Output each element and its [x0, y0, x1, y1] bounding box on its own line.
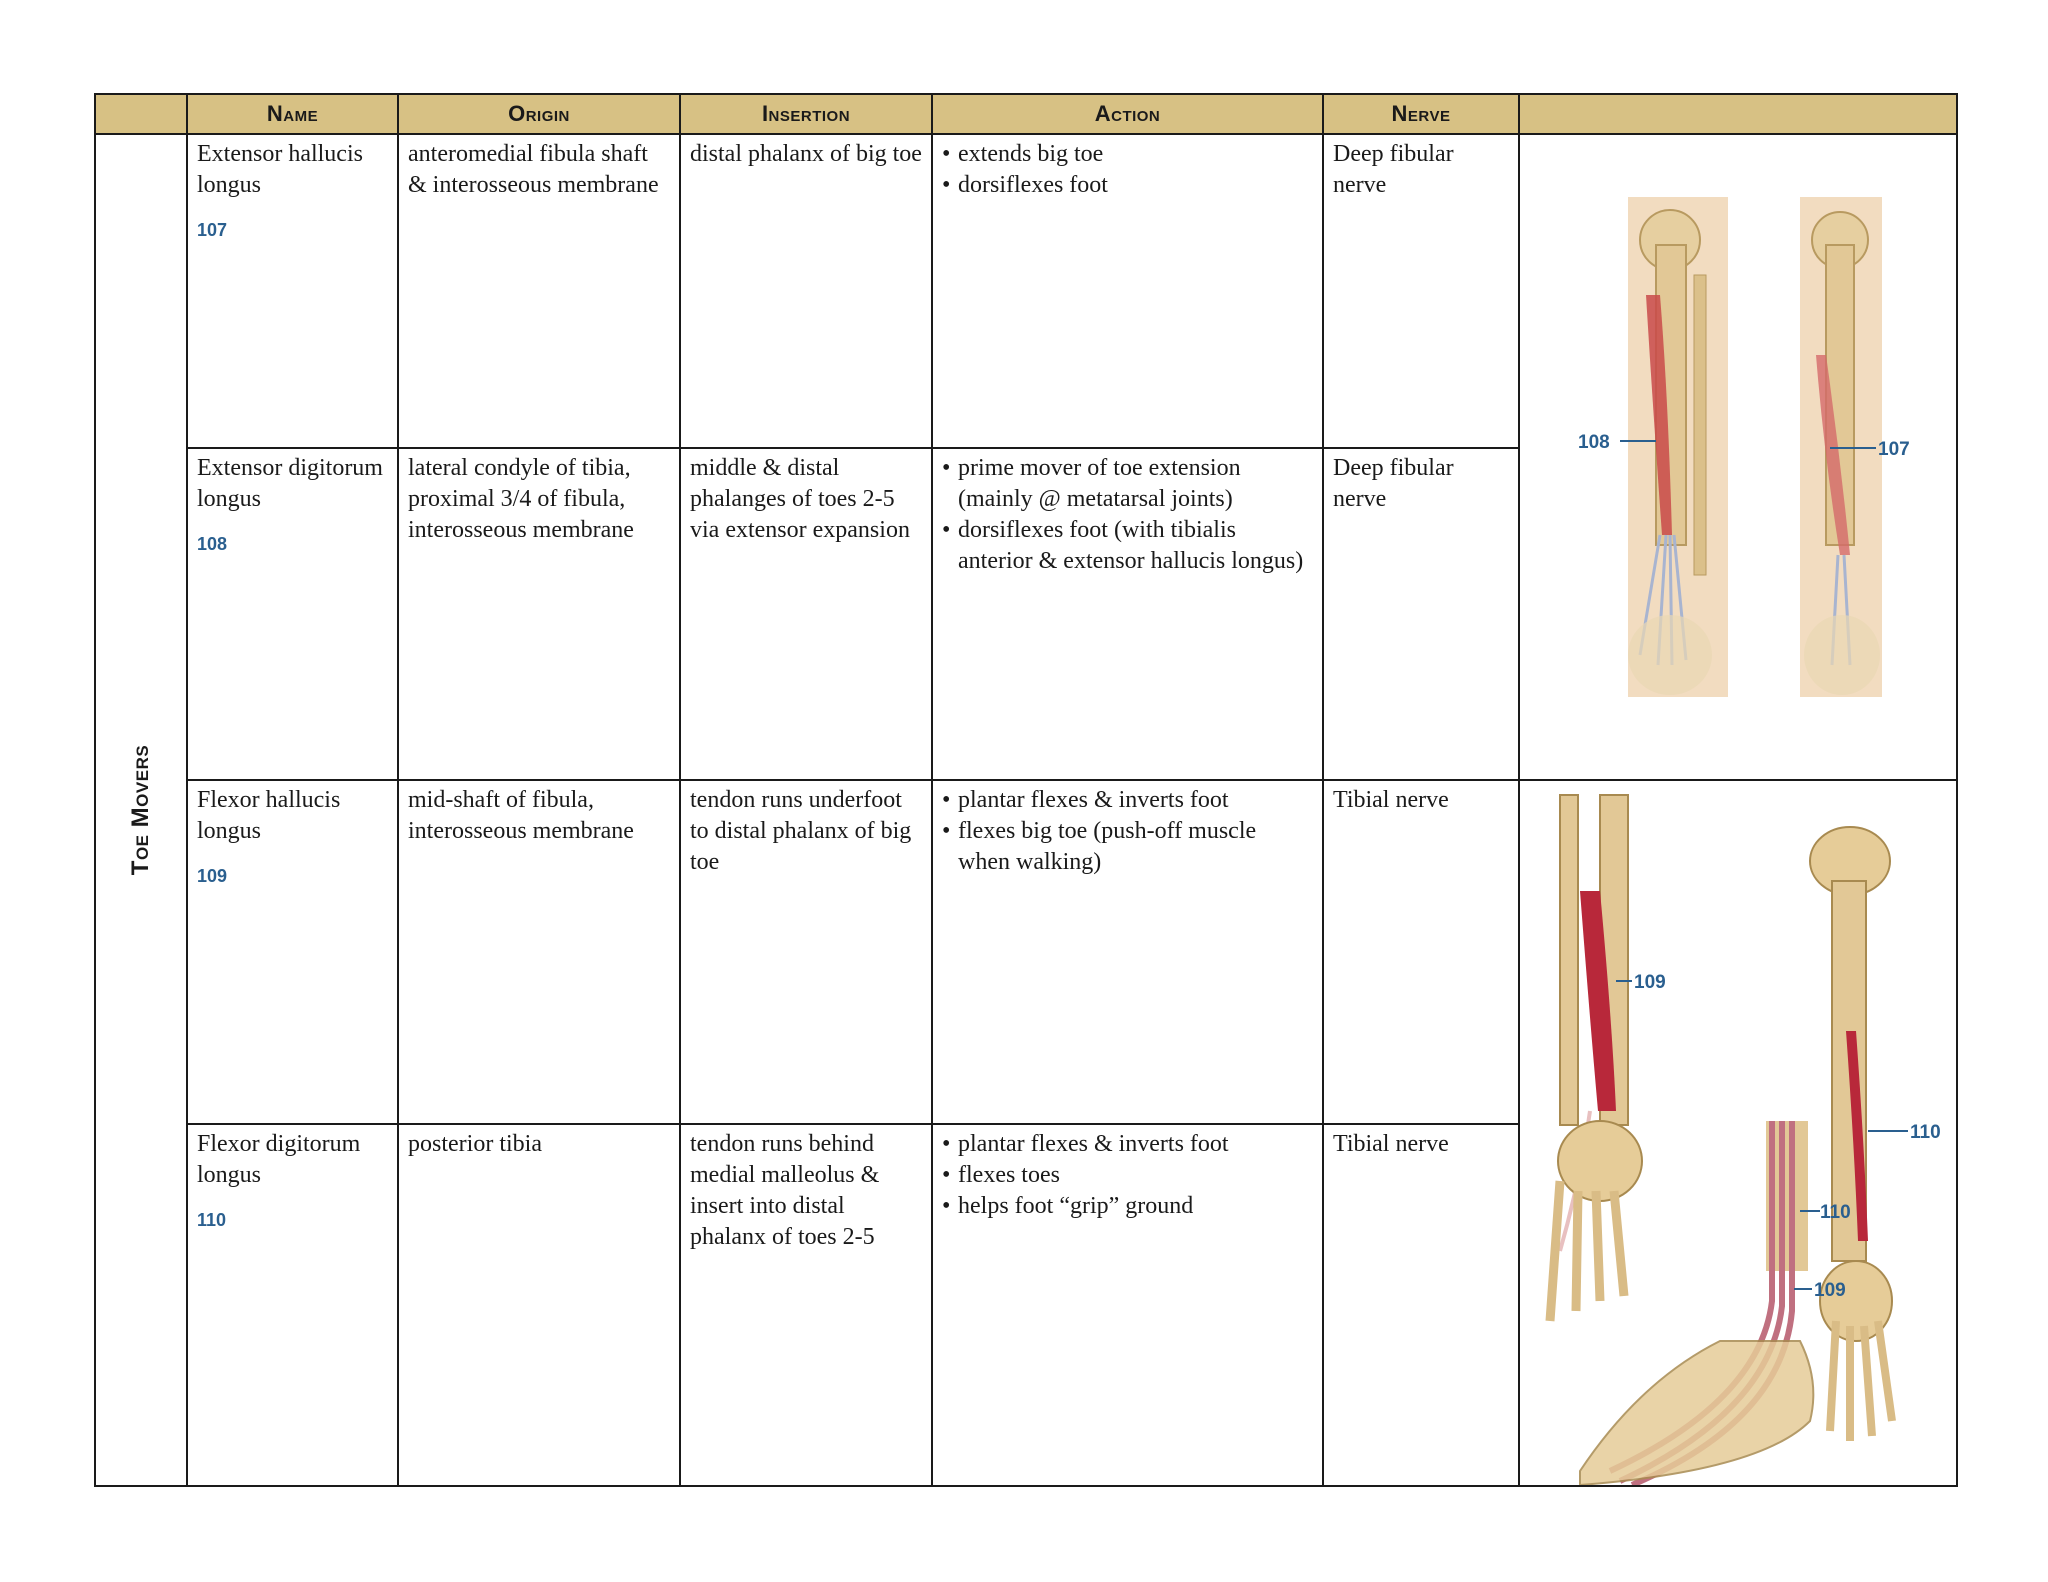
action-item: • extends big toe [942, 141, 1104, 167]
nerve-text: Tibial nerve [1333, 1131, 1449, 1157]
row-4-insertion [679, 1123, 933, 1487]
muscle-number: 107 [197, 220, 228, 240]
figure-label-110-inset: 110 [1820, 1202, 1851, 1223]
row-3-action [931, 779, 1324, 1125]
row-3-origin [397, 779, 681, 1125]
muscle-number: 110 [197, 1210, 227, 1230]
action-item: • dorsiflexes foot [942, 172, 1108, 198]
muscle-name: Extensor digitorum longus [197, 455, 383, 512]
group-label: Toe Movers [127, 744, 154, 876]
row-3-name [186, 779, 399, 1125]
action-item: • flexes toes [942, 1162, 1060, 1188]
muscle-name: Flexor digitorum longus [197, 1131, 361, 1188]
muscle-table [94, 93, 1958, 1487]
row-1-nerve [1322, 133, 1520, 449]
action-item: • helps foot “grip” ground [942, 1193, 1194, 1219]
header-insertion: Insertion [679, 93, 933, 135]
row-1-name [186, 133, 399, 449]
row-4-name [186, 1123, 399, 1487]
row-4-nerve [1322, 1123, 1520, 1487]
insertion-text: tendon runs behind medial malleolus & insert into distal phalanx of toes 2-5 [690, 1131, 880, 1250]
nerve-text: Deep fibular nerve [1333, 455, 1454, 512]
action-item: • prime mover of toe extension (mainly @ metatarsal joints) [942, 455, 1241, 512]
figure-label-109-top: 109 [1634, 972, 1666, 993]
row-4-action [931, 1123, 1324, 1487]
row-1-insertion [679, 133, 933, 449]
header-figure [1518, 93, 1958, 135]
nerve-text: Deep fibular nerve [1333, 141, 1454, 198]
muscle-name: Flexor hallucis longus [197, 787, 341, 844]
header-nerve: Nerve [1322, 93, 1520, 135]
group-label-cell [94, 133, 188, 1487]
header-action: Action [931, 93, 1324, 135]
nerve-text: Tibial nerve [1333, 787, 1449, 813]
insertion-text: tendon runs underfoot to distal phalanx of big toe [690, 787, 912, 875]
figure-cell-extensors [1518, 133, 1958, 781]
figure-label-110-right: 110 [1910, 1122, 1941, 1143]
muscle-number: 109 [197, 866, 228, 886]
action-item: • plantar flexes & inverts foot [942, 1131, 1229, 1157]
muscle-number: 108 [197, 534, 228, 554]
header-blank [94, 93, 188, 135]
muscle-name: Extensor hallucis longus [197, 141, 363, 198]
figure-cell-flexors [1518, 779, 1958, 1487]
leg-anterior-view [1628, 197, 1728, 697]
insertion-text: distal phalanx of big toe [690, 141, 922, 167]
row-3-insertion [679, 779, 933, 1125]
row-4-origin [397, 1123, 681, 1487]
row-2-action [931, 447, 1324, 781]
insertion-text: middle & distal phalanges of toes 2-5 via extensor expansion [690, 455, 910, 543]
action-item: • plantar flexes & inverts foot [942, 787, 1229, 813]
leg-medial-view [1810, 827, 1892, 1441]
row-1-origin [397, 133, 681, 449]
header-origin: Origin [397, 93, 681, 135]
row-2-nerve [1322, 447, 1520, 781]
flexor-leg-illustration [1520, 781, 1956, 1485]
figure-label-108: 108 [1578, 432, 1610, 453]
extensor-leg-illustration [1520, 135, 1956, 779]
figure-label-109-inset: 109 [1814, 1280, 1846, 1301]
action-item: • dorsiflexes foot (with tibialis anterior & extensor hallucis longus) [942, 517, 1304, 574]
origin-text: lateral condyle of tibia, proximal 3/4 of fibula, interosseous membrane [408, 455, 634, 543]
row-2-origin [397, 447, 681, 781]
row-2-name [186, 447, 399, 781]
origin-text: mid-shaft of fibula, interosseous membrane [408, 787, 634, 844]
row-2-insertion [679, 447, 933, 781]
figure-label-107: 107 [1878, 439, 1910, 460]
row-3-nerve [1322, 779, 1520, 1125]
action-item: • flexes big toe (push-off muscle when walking) [942, 818, 1257, 875]
origin-text: posterior tibia [408, 1131, 542, 1157]
origin-text: anteromedial fibula shaft & interosseous membrane [408, 141, 659, 198]
leg-posterior-view [1550, 795, 1642, 1321]
row-1-action [931, 133, 1324, 449]
header-name: Name [186, 93, 399, 135]
